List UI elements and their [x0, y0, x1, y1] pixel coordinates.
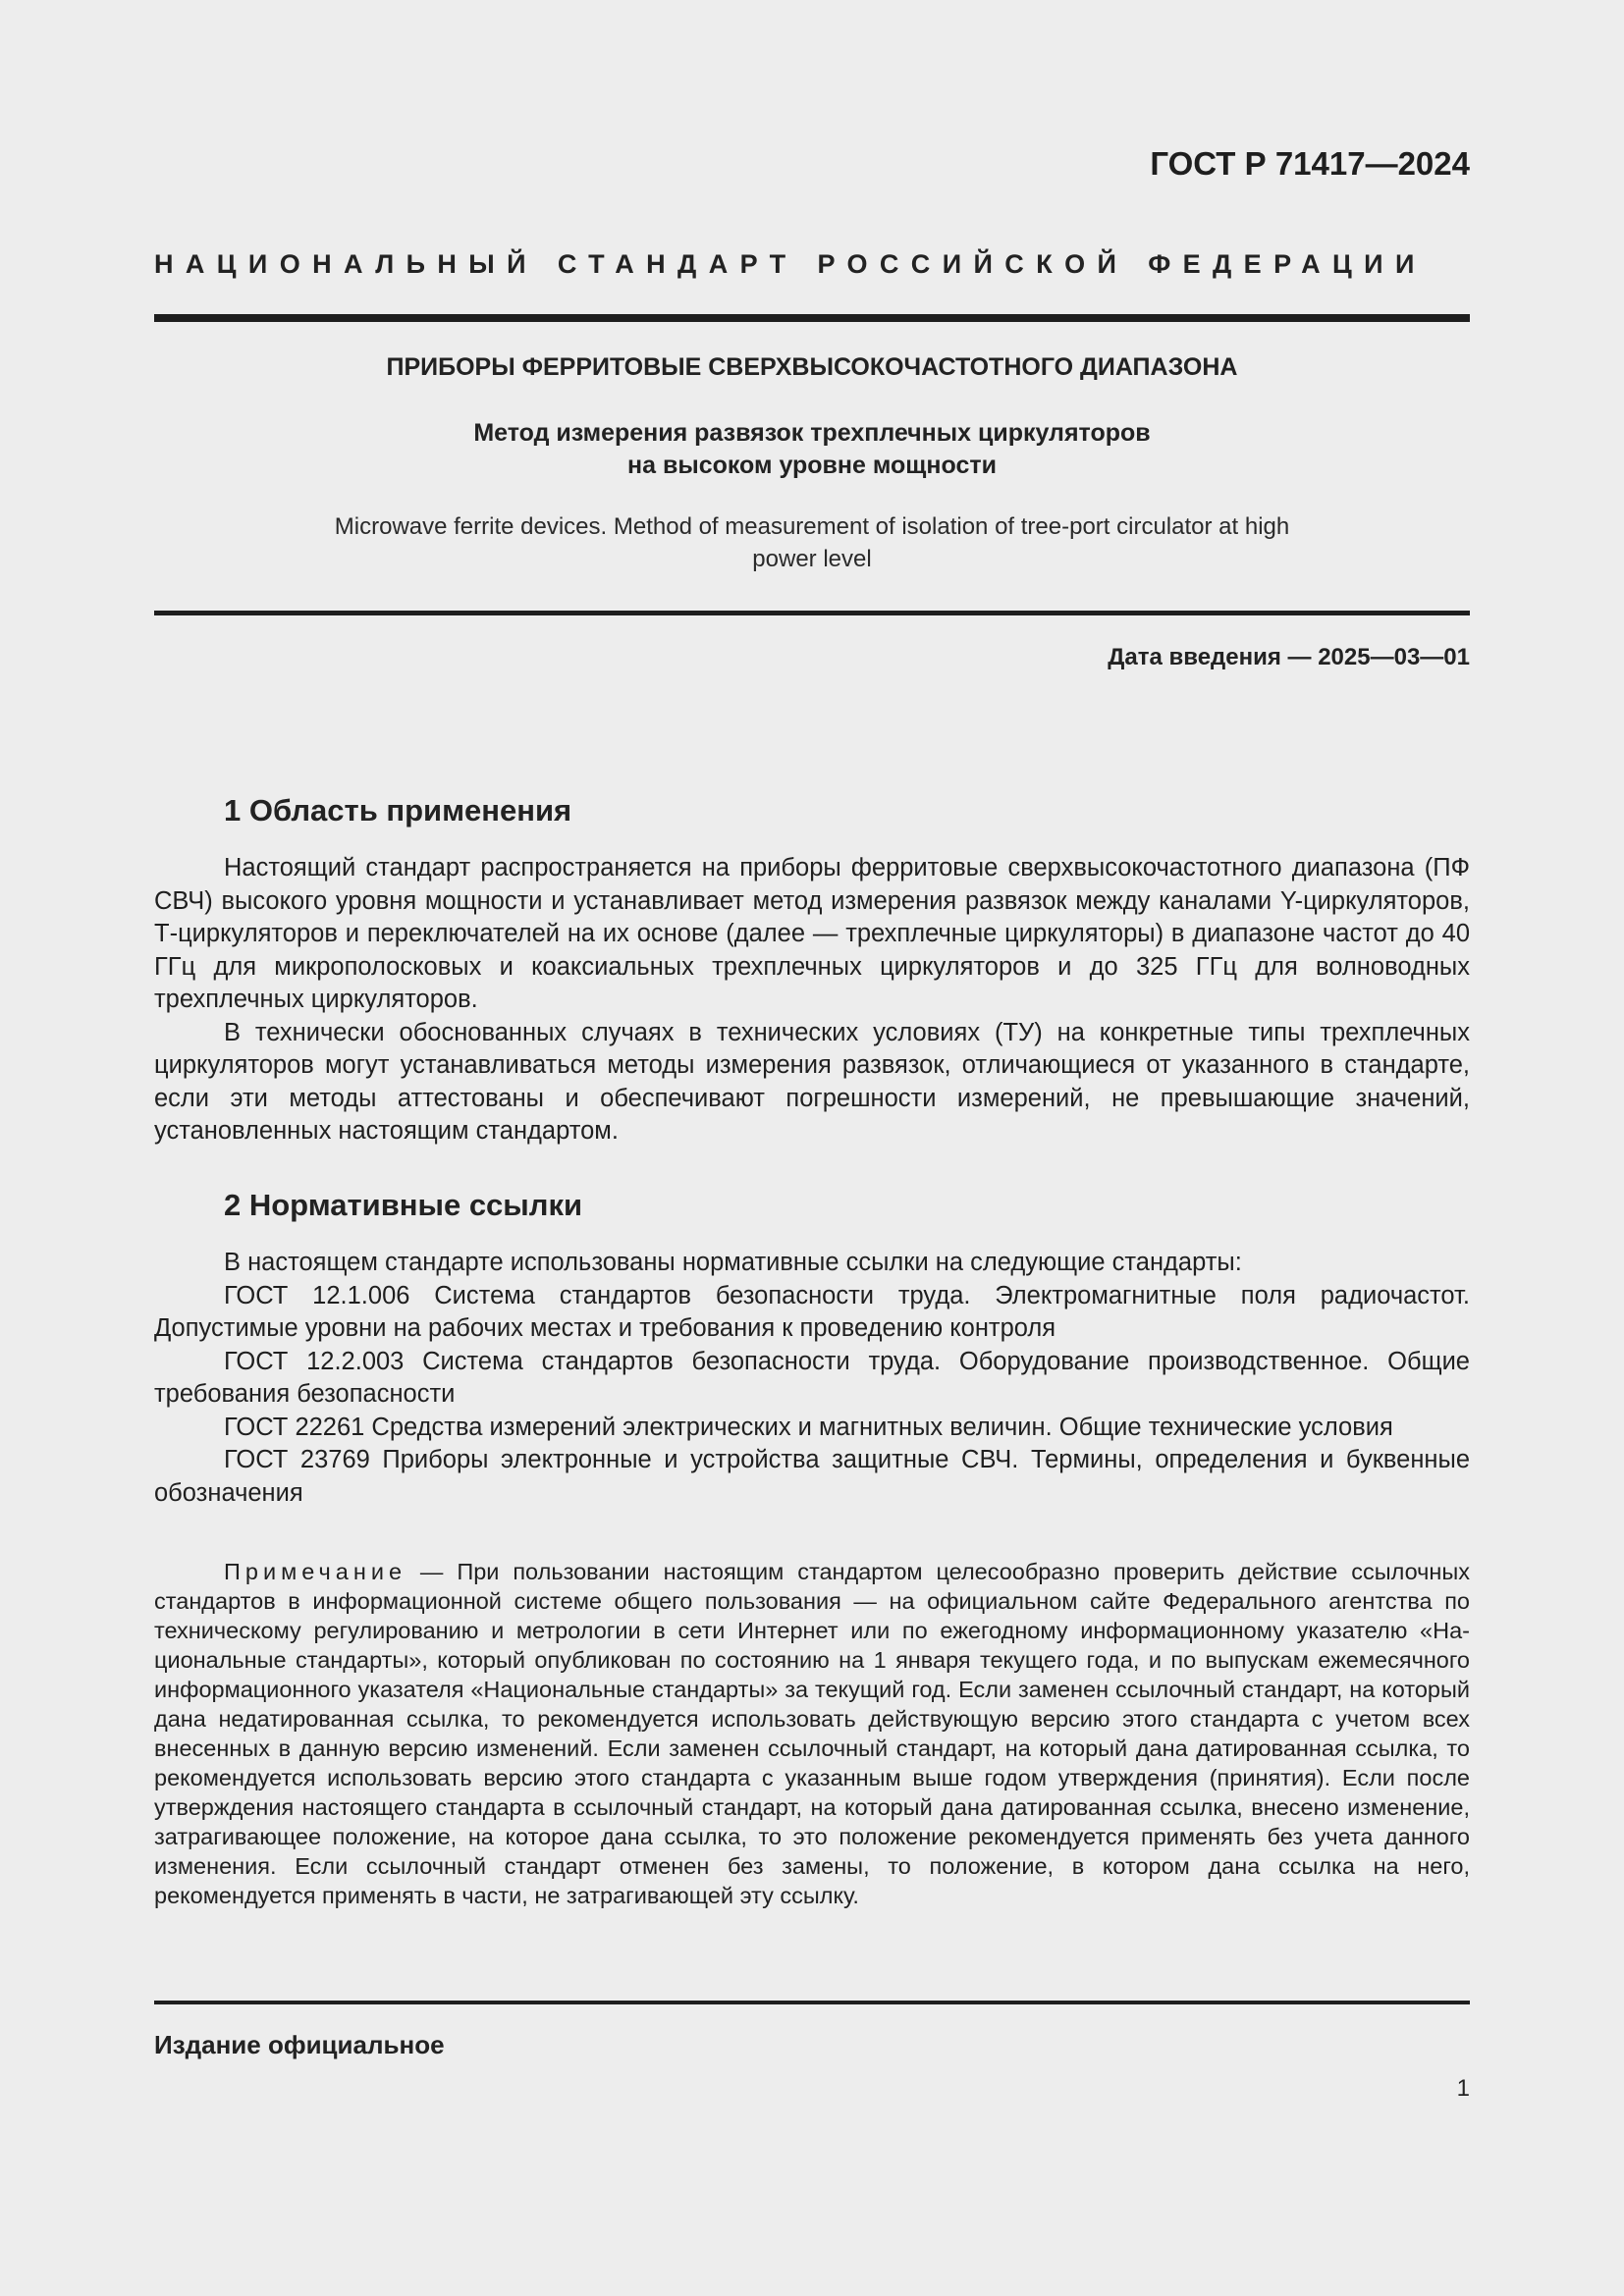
note [154, 1557, 1470, 1910]
document-title: ПРИБОРЫ ФЕРРИТОВЫЕ СВЕРХВЫСОКОЧАСТОТНОГО ДИАПАЗОНА [386, 353, 1238, 381]
title-rule [154, 611, 1470, 615]
note-label: Примечание [224, 1559, 407, 1584]
edition-label: Издание официальное [154, 2030, 445, 2059]
section-1-heading: 1 Область применения [224, 793, 572, 828]
english-title [154, 510, 1470, 575]
subtitle-line-2: на высоком уровне мощности [627, 452, 997, 479]
footer-rule [154, 2001, 1470, 2004]
page-number: 1 [1456, 2075, 1470, 2102]
normative-reference: ГОСТ 12.1.006 Система стандартов безопасности труда. Электромагнитные поля радиочастот. Допустимые уровни на рабочих местах и требования к проведению контроля [154, 1281, 1470, 1342]
normative-reference: ГОСТ 22261 Средства измерений электрических и магнитных величин. Общие технические условия [224, 1413, 1393, 1441]
english-title-line-1: Microwave ferrite devices. Method of measurement of isolation of tree-port circulator at high [334, 513, 1290, 540]
document-subtitle [154, 417, 1470, 482]
header-rule [154, 314, 1470, 322]
gost-code: ГОСТ Р 71417—2024 [1150, 145, 1470, 182]
normative-reference: ГОСТ 12.2.003 Система стандартов безопасности труда. Оборудование производственное. Общие требования безопасности [154, 1347, 1470, 1408]
section-1-paragraph: Настоящий стандарт распространяется на приборы ферритовые сверхвысокочастотного диапазона (ПФ СВЧ) высокого уровня мощности и устанавливает метод измерения развязок между каналами Y-циркуляторов, Т-циркуляторов и переключателей на их основе (далее — трехплечные циркуляторы) в диапазоне частот до 40 ГГц для микрополосковых и коаксиальных трехплечных циркуляторов и до 325 ГГц для волноводных трехплечных циркуляторов. [154, 854, 1470, 1013]
section-2-heading: 2 Нормативные ссылки [224, 1188, 583, 1222]
national-standard-banner: НАЦИОНАЛЬНЫЙ СТАНДАРТ РОССИЙСКОЙ ФЕДЕРАЦИИ [154, 249, 1427, 279]
section-1-paragraph: В технически обоснованных случаях в технических условиях (ТУ) на конкретные типы трехплечных циркуляторов могут устанавливаться методы измерения развязок, отличающиеся от указанного в стандарте, если эти методы аттестованы и обеспечивают погрешности измерений, не превышающие значений, установленных настоящим стандартом. [154, 1018, 1470, 1145]
english-title-line-2: power level [752, 546, 872, 572]
section-1-body [154, 852, 1470, 1148]
subtitle-line-1: Метод измерения развязок трехплечных циркуляторов [473, 419, 1151, 447]
date-of-introduction: Дата введения — 2025—03—01 [1108, 644, 1470, 670]
normative-reference: ГОСТ 23769 Приборы электронные и устройства защитные СВЧ. Термины, определения и буквенные обозначения [154, 1446, 1470, 1507]
section-2-body [154, 1247, 1470, 1510]
section-2-intro: В настоящем стандарте использованы нормативные ссылки на следующие стандарты: [224, 1249, 1242, 1276]
note-text: — При пользовании настоящим стандартом целесообразно проверить действие ссылочных стандартов в информационной системе общего пользования — на официальном сайте Федерального агентства по техническому регулированию и метрологии в сети Интернет или по ежегодному информационному указателю «Национальные стандарты», который опубликован по состоянию на 1 января текущего года, и по выпускам ежемесячного информационного указателя «Национальные стандарты» за текущий год. Если заменен ссылочный стандарт, на который дана недатированная ссылка, то рекомендуется использовать действующую версию этого стандарта с учетом всех внесенных в данную версию изменений. Если заменен ссылочный стандарт, на который дана датированная ссылка, то рекомендуется использовать версию этого стандарта с указанным выше годом утверждения (принятия). Если после утверждения настоящего стандарта в ссылочный стандарт, на который дана датированная ссылка, внесено изменение, затрагивающее положение, на которое дана ссылка, то это положение рекомендуется применять без учета данного изменения. Если ссылочный стандарт отменен без замены, то положение, в котором дана ссылка на него, рекомендуется применять в части, не затрагивающей эту ссылку. [154, 1559, 1470, 1908]
